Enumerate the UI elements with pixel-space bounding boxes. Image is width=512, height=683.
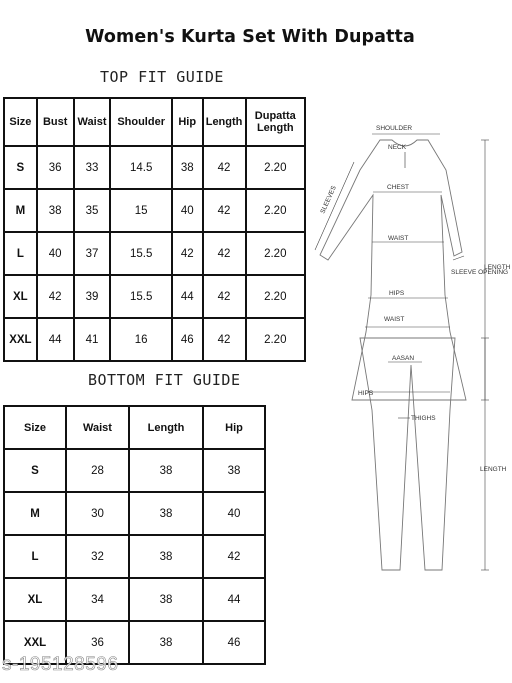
table-cell: 44 (37, 318, 74, 361)
length-top-label: LENGTH (484, 264, 511, 271)
size-cell: L (4, 535, 66, 578)
table-cell: 38 (129, 492, 203, 535)
table-cell: 15.5 (110, 275, 171, 318)
table-cell: 44 (172, 275, 203, 318)
neck-label: NECK (388, 144, 407, 151)
table-cell: 38 (129, 535, 203, 578)
table-cell: 42 (203, 189, 246, 232)
table-cell: 42 (203, 146, 246, 189)
bottom-fit-guide-title: BOTTOM FIT GUIDE (88, 371, 241, 389)
table-cell: 40 (172, 189, 203, 232)
header-cell: Shoulder (110, 98, 171, 146)
header-cell: Length (129, 406, 203, 449)
top-fit-guide-title: TOP FIT GUIDE (100, 68, 224, 86)
size-cell: S (4, 146, 37, 189)
hips-top-label: HIPS (389, 290, 405, 297)
table-cell: 38 (129, 449, 203, 492)
table-cell: 46 (172, 318, 203, 361)
table-row (4, 146, 305, 189)
table-row (4, 275, 305, 318)
table-cell: 39 (74, 275, 111, 318)
hips-bottom-label: HIPS (358, 390, 374, 397)
table-cell: 42 (37, 275, 74, 318)
table-row (4, 535, 265, 578)
table-cell: 38 (172, 146, 203, 189)
table-cell: 2.20 (246, 275, 305, 318)
table-cell: 40 (203, 492, 265, 535)
table-cell: 41 (74, 318, 111, 361)
size-cell: S (4, 449, 66, 492)
thighs-label: THIGHS (411, 415, 436, 422)
table-row (4, 318, 305, 361)
table-row (4, 492, 265, 535)
table-cell: 42 (172, 232, 203, 275)
table-cell: 28 (66, 449, 129, 492)
table-cell: 38 (129, 578, 203, 621)
size-cell: L (4, 232, 37, 275)
header-cell: Dupatta Length (246, 98, 305, 146)
waist-top-label: WAIST (388, 235, 409, 242)
table-cell: 37 (74, 232, 111, 275)
table-row (4, 449, 265, 492)
size-cell: XL (4, 578, 66, 621)
table-cell: 36 (66, 621, 129, 664)
size-cell: M (4, 492, 66, 535)
table-row (4, 189, 305, 232)
length-bottom-label: LENGTH (480, 466, 507, 473)
table-cell: 46 (203, 621, 265, 664)
table-cell: 42 (203, 535, 265, 578)
table-cell: 30 (66, 492, 129, 535)
header-cell: Size (4, 406, 66, 449)
table-cell: 32 (66, 535, 129, 578)
aasan-label: AASAN (392, 355, 415, 362)
sleeves-label: SLEEVES (319, 184, 338, 215)
size-cell: M (4, 189, 37, 232)
table-cell: 38 (129, 621, 203, 664)
table-cell: 2.20 (246, 189, 305, 232)
table-cell: 15 (110, 189, 171, 232)
table-cell: 38 (203, 449, 265, 492)
header-cell: Bust (37, 98, 74, 146)
table-cell: 44 (203, 578, 265, 621)
bottom-fit-table (3, 405, 266, 665)
table-cell: 36 (37, 146, 74, 189)
table-cell: 33 (74, 146, 111, 189)
table-header-row (4, 406, 265, 449)
table-cell: 42 (203, 318, 246, 361)
table-cell: 2.20 (246, 232, 305, 275)
table-cell: 14.5 (110, 146, 171, 189)
shoulder-label: SHOULDER (376, 125, 413, 132)
waist-bottom-label: WAIST (384, 316, 405, 323)
table-row (4, 232, 305, 275)
top-fit-table (3, 97, 306, 362)
sleeve-opening-label: SLEEVE OPENING (451, 269, 509, 276)
table-row (4, 578, 265, 621)
table-cell: 2.20 (246, 318, 305, 361)
table-cell: 42 (203, 232, 246, 275)
table-cell: 15.5 (110, 232, 171, 275)
header-cell: Length (203, 98, 246, 146)
table-header-row (4, 98, 305, 146)
header-cell: Waist (74, 98, 111, 146)
size-cell: XL (4, 275, 37, 318)
table-cell: 16 (110, 318, 171, 361)
table-cell: 42 (203, 275, 246, 318)
table-cell: 40 (37, 232, 74, 275)
kurta-set-measurement-diagram (310, 110, 512, 610)
chest-label: CHEST (387, 184, 410, 191)
table-cell: 38 (37, 189, 74, 232)
header-cell: Waist (66, 406, 129, 449)
table-cell: 34 (66, 578, 129, 621)
size-cell: XXL (4, 318, 37, 361)
header-cell: Hip (203, 406, 265, 449)
table-cell: 35 (74, 189, 111, 232)
size-cell: XXL (4, 621, 66, 664)
page-title: Women's Kurta Set With Dupatta (85, 27, 415, 47)
header-cell: Size (4, 98, 37, 146)
table-cell: 2.20 (246, 146, 305, 189)
header-cell: Hip (172, 98, 203, 146)
watermark: s-195128596 (2, 654, 119, 675)
